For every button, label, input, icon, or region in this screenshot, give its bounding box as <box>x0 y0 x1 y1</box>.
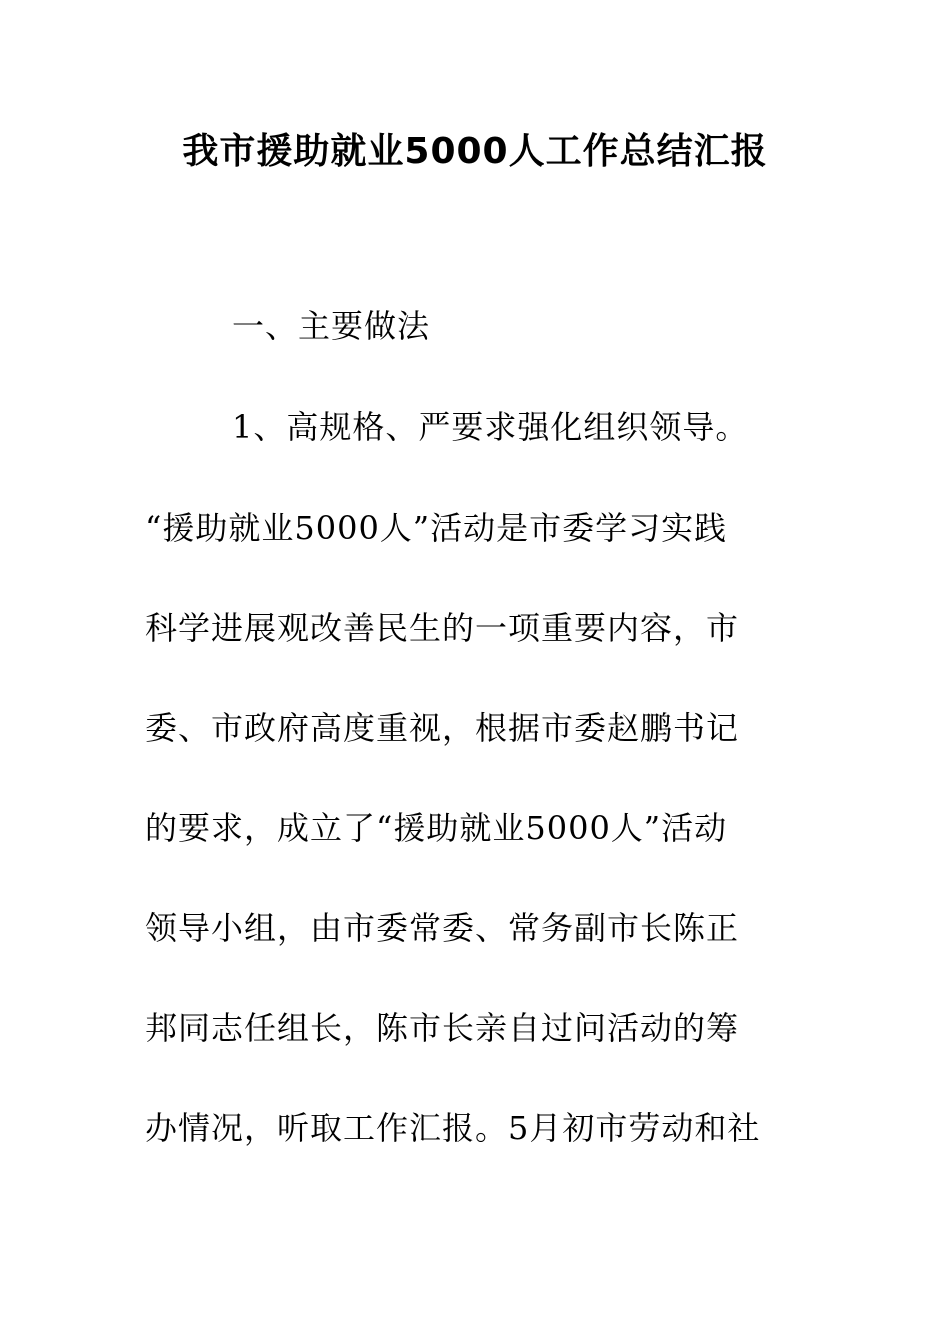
section-heading: 一、主要做法 <box>232 307 431 345</box>
paragraph-line: 办情况，听取工作汇报。5月初市劳动和社 <box>145 1109 761 1147</box>
paragraph-line: 科学进展观改善民生的一项重要内容，市 <box>145 609 740 647</box>
paragraph-line: 的要求，成立了“援助就业5000人”活动 <box>145 809 728 847</box>
document-title: 我市援助就业5000人工作总结汇报 <box>182 131 768 172</box>
paragraph-line: 委、市政府高度重视，根据市委赵鹏书记 <box>145 709 740 747</box>
paragraph-line: 邦同志任组长，陈市长亲自过问活动的筹 <box>145 1009 740 1047</box>
paragraph-line: 领导小组，由市委常委、常务副市长陈正 <box>145 909 740 947</box>
item-heading: 1、高规格、严要求强化组织领导。 <box>232 408 749 446</box>
paragraph-line: “援助就业5000人”活动是市委学习实践 <box>145 509 728 547</box>
